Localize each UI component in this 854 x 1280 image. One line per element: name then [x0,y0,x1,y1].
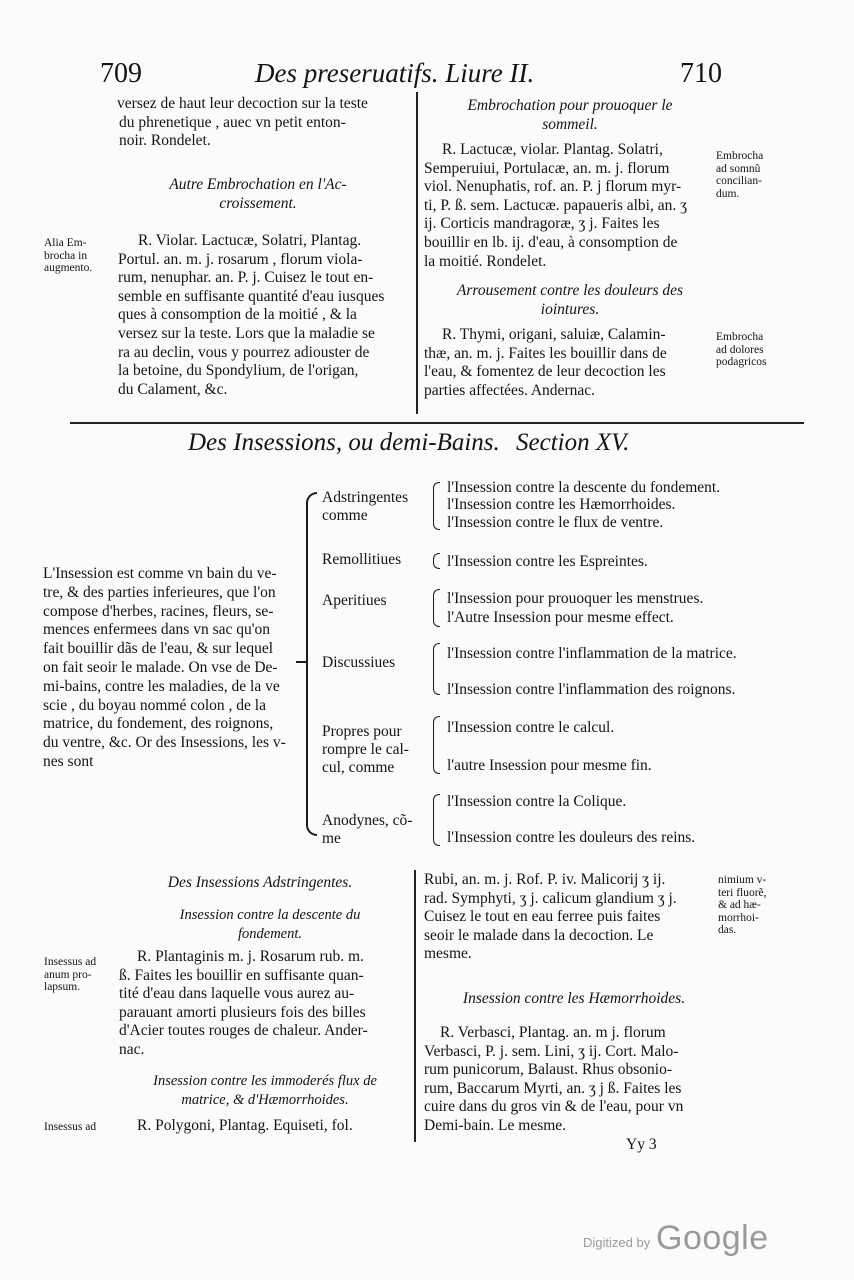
text-line: thæ, an. m. j. Faites les bouillir dans de [424,344,667,362]
note-line: ad somnũ [716,162,761,175]
sub-brace [433,716,440,774]
text-line: ques à consomption de la moitié , & la [118,306,357,324]
title-descente-fondement [125,906,415,944]
insession-item: l'Autre Insession pour mesme effect. [447,609,674,626]
text-line: Verbasci, P. j. sem. Lini, ʒ ij. Cort. Malo- [424,1042,679,1060]
text-line: nes sont [43,752,94,770]
text-line: parties affectées. Andernac. [424,381,595,399]
text-line: noir. Rondelet. [119,132,211,150]
text-line: scie , du boyau nommé colon , de la [43,696,266,714]
text-line: bouillir en lb. ij. d'eau, à consomption de [424,233,678,251]
title-line: Insession contre les immoderés flux de [153,1073,377,1089]
text-line: ij. Corticis mandragoræ, ʒ j. Faites les [424,215,660,233]
text-line: Demi-bain. Le mesme. [424,1116,567,1134]
title-line: fondement. [237,926,303,942]
text-line: mences enfermees dans vn sac qu'on [43,621,271,639]
text-line: la moitié. Rondelet. [424,252,547,270]
category-remollitiues [322,551,401,569]
top-right-recipe-1 [424,141,687,271]
text-line: rum, Baccarum Myrti, an. ʒ j ß. Faites les [424,1079,682,1097]
bottom-left-recipe-2 [137,1117,353,1136]
note-line: Embrocha [716,150,764,162]
text-line: R. Thymi, origani, saluiæ, Calamin- [442,326,666,343]
text-line: Cuisez le tout en eau ferree puis faites [424,908,661,926]
text-line: Semperuiui, Portulacæ, an. m. j. florum [424,159,670,177]
google-logo: Google [656,1219,769,1257]
text-line: rad. Symphyti, ʒ j. calicum glandium ʒ j. [424,889,677,907]
category-discussiues [322,654,395,672]
text-line: mi-bains, contre les maladies, de la ve [43,677,280,695]
note-line: ad dolores [716,343,764,356]
section-title-sommeil [425,96,715,134]
section-number: Section XV. [516,429,630,456]
category-label: rompre le cal- [322,741,409,758]
insession-item: l'Insession contre le flux de ventre. [447,514,664,531]
text-line: ti, P. ß. sem. Lactucæ. papaueris albi, an. ʒ [424,196,688,214]
text-line: R. Verbasci, Plantag. an. m j. florum [440,1024,666,1041]
top-left-recipe [118,232,384,399]
category-label: Adstringentes [322,489,409,506]
text-line: versez de haut leur decoction sur la teste [117,95,368,112]
text-line: on fait seoir le malade. On vse de De- [43,658,278,676]
text-line: ß. Faites les bouillir en suffisante quan- [119,966,364,984]
sub-brace [433,553,440,569]
insession-item: l'Insession contre l'inflammation de la matrice. [447,645,737,662]
title-line: Insession contre la descente du [179,907,361,923]
text-line: matrice, du fondement, des roignons, [43,715,274,733]
text-line: du ventre, &c. Or des Insessions, les v- [43,734,286,752]
text-line: fait bouillir dãs de l'eau, & sur lequel [43,640,274,658]
watermark-prefix: Digitized by [583,1235,651,1250]
column-divider [414,870,416,1142]
category-anodynes [322,812,412,848]
category-adstringentes [322,489,408,525]
top-left-continuation [113,95,368,151]
text-line: d'Acier toutes rouges de chaleur. Ander- [119,1022,368,1040]
text-line: tre, & des parties inferieures, que l'on [43,583,276,601]
title-line: iointures. [540,301,600,318]
note-line: podagricos [716,356,767,368]
insession-item: l'Insession contre le calcul. [447,719,615,736]
classification-brace [306,492,317,836]
title-line: matrice, & d'Hæmorrhoides. [181,1092,349,1108]
category-label: Propres pour [322,723,402,740]
note-line: Alia Em- [44,237,87,249]
column-divider [416,92,418,414]
category-calcul [322,723,409,777]
running-title: Des preseruatifs. Liure II. [255,58,535,88]
insession-item: l'Insession pour prouoquer les menstrues. [447,590,704,607]
text-line: nac. [119,1040,145,1058]
title-line: Autre Embrochation en l'Ac- [169,176,347,193]
page-number-right: 710 [680,58,722,89]
insession-item: l'Insession contre l'inflammation des roignons. [447,681,736,698]
text-line: rum, nenuphar. an. P. j. Cuisez le tout en- [118,269,374,287]
category-label: me [322,830,341,847]
text-line: R. Lactucæ, violar. Plantag. Solatri, [442,141,663,158]
brace-point [296,661,306,663]
text-line: R. Violar. Lactucæ, Solatri, Plantag. [138,232,362,249]
bottom-left-recipe-1 [119,948,368,1060]
text-line: seoir le malade dans la decoction. Le [424,926,654,944]
note-line: das. [718,924,737,936]
title-line: sommeil. [542,116,598,133]
text-line: semble en suffisante quantité d'eau iusques [118,287,385,305]
title-flux-matrice [115,1072,415,1110]
section-title-arrousement [425,281,715,319]
text-line: rum punicorum, Balaust. Rhus obsonio- [424,1061,672,1079]
insession-item: l'autre Insession pour mesme fin. [447,757,652,774]
bottom-right-recipe-1 [424,871,677,964]
title-line: croissement. [219,195,297,212]
text-line: du phrenetique , auec vn petit enton- [119,113,346,131]
insession-item: l'Insession contre la descente du fondement. [447,479,721,496]
section-title-accroissement [113,175,403,213]
text-line: Rubi, an. m. j. Rof. P. iv. Malicorij ʒ ij. [424,871,666,888]
category-label: Discussiues [322,654,396,671]
text-line: viol. Nenuphatis, rof. an. P. j florum myr- [424,178,682,196]
note-line: nimium v- [718,874,767,886]
insession-item: l'Insession contre les Espreintes. [447,553,648,570]
category-label: cul, comme [322,759,395,776]
text-line: cuire dans du gros vin & de l'eau, pour vn [424,1098,684,1116]
text-line: parauant amorti plusieurs fois des billes [119,1003,366,1021]
margin-note-insessus-ad: Insessus ad [44,1121,97,1133]
margin-note-nimium-uteri [718,874,767,937]
note-line: lapsum. [44,981,81,993]
note-line: Embrocha [716,331,764,343]
text-line: Portul. an. m. j. rosarum , florum viola- [118,250,363,268]
margin-note-embrocha-dolores [716,331,766,369]
category-label: Anodynes, cõ- [322,812,413,829]
bottom-right-recipe-2 [424,1024,683,1136]
note-line: morrhoi- [718,911,759,924]
category-label: comme [322,507,368,524]
text-line: tité d'eau dans laquelle vous aurez au- [119,985,355,1003]
signature-mark: Yy 3 [626,1136,657,1153]
page-number-left: 709 [100,58,142,89]
title-line: Embrochation pour prouoquer le [467,97,673,114]
text-line: R. Plantaginis m. j. Rosarum rub. m. [137,948,364,965]
text-line: ra au declin, vous y pourrez adiouster de [118,343,370,361]
insession-item: l'Insession contre la Colique. [447,793,627,810]
title-line: Arrousement contre les douleurs des [456,282,684,299]
category-label: Aperitiues [322,592,387,609]
text-line: compose d'herbes, racines, fleurs, se- [43,602,274,620]
section-title: Des Insessions, ou demi-Bains. [188,429,500,456]
insession-item: l'Insession contre les douleurs des reins. [447,829,696,846]
insession-item: l'Insession contre les Hæmorrhoides. [447,496,676,513]
insession-definition [43,565,286,772]
text-line: R. Polygoni, Plantag. Equiseti, fol. [137,1117,353,1134]
sub-brace [433,589,440,627]
text-line: mesme. [424,945,472,963]
margin-note-insessus-anum [44,956,96,994]
note-line: teri fluorẽ, [718,886,767,899]
title-hemorrhoides: Insession contre les Hæmorrhoides. [462,990,686,1007]
text-line: du Calament, &c. [118,380,228,398]
sub-brace [433,643,440,695]
sub-brace [433,482,440,530]
note-line: Insessus ad [44,956,97,968]
sub-brace [433,794,440,846]
text-line: la betoine, du Spondylium, de l'origan, [118,362,359,380]
note-line: concilian- [716,175,762,187]
category-label: Remollitiues [322,551,402,568]
note-line: dum. [716,187,740,200]
note-line: augmento. [44,262,93,274]
text-line: L'Insession est comme vn bain du ve- [43,565,277,582]
text-line: l'eau, & fomentez de leur decoction les [424,363,666,381]
top-right-recipe-2 [424,326,667,400]
section-divider-rule [70,422,804,424]
text-line: versez sur la teste. Lors que la maladie se [118,324,375,342]
note-line: & ad hæ- [718,899,761,911]
note-line: brocha in [44,249,88,262]
heading-insessions-adstringentes: Des Insessions Adstringentes. [167,874,353,891]
margin-note-alia-embrocha [44,237,92,275]
margin-note-embrocha-somnum [716,150,763,200]
category-aperitiues [322,592,387,610]
note-line: anum pro- [44,968,92,981]
